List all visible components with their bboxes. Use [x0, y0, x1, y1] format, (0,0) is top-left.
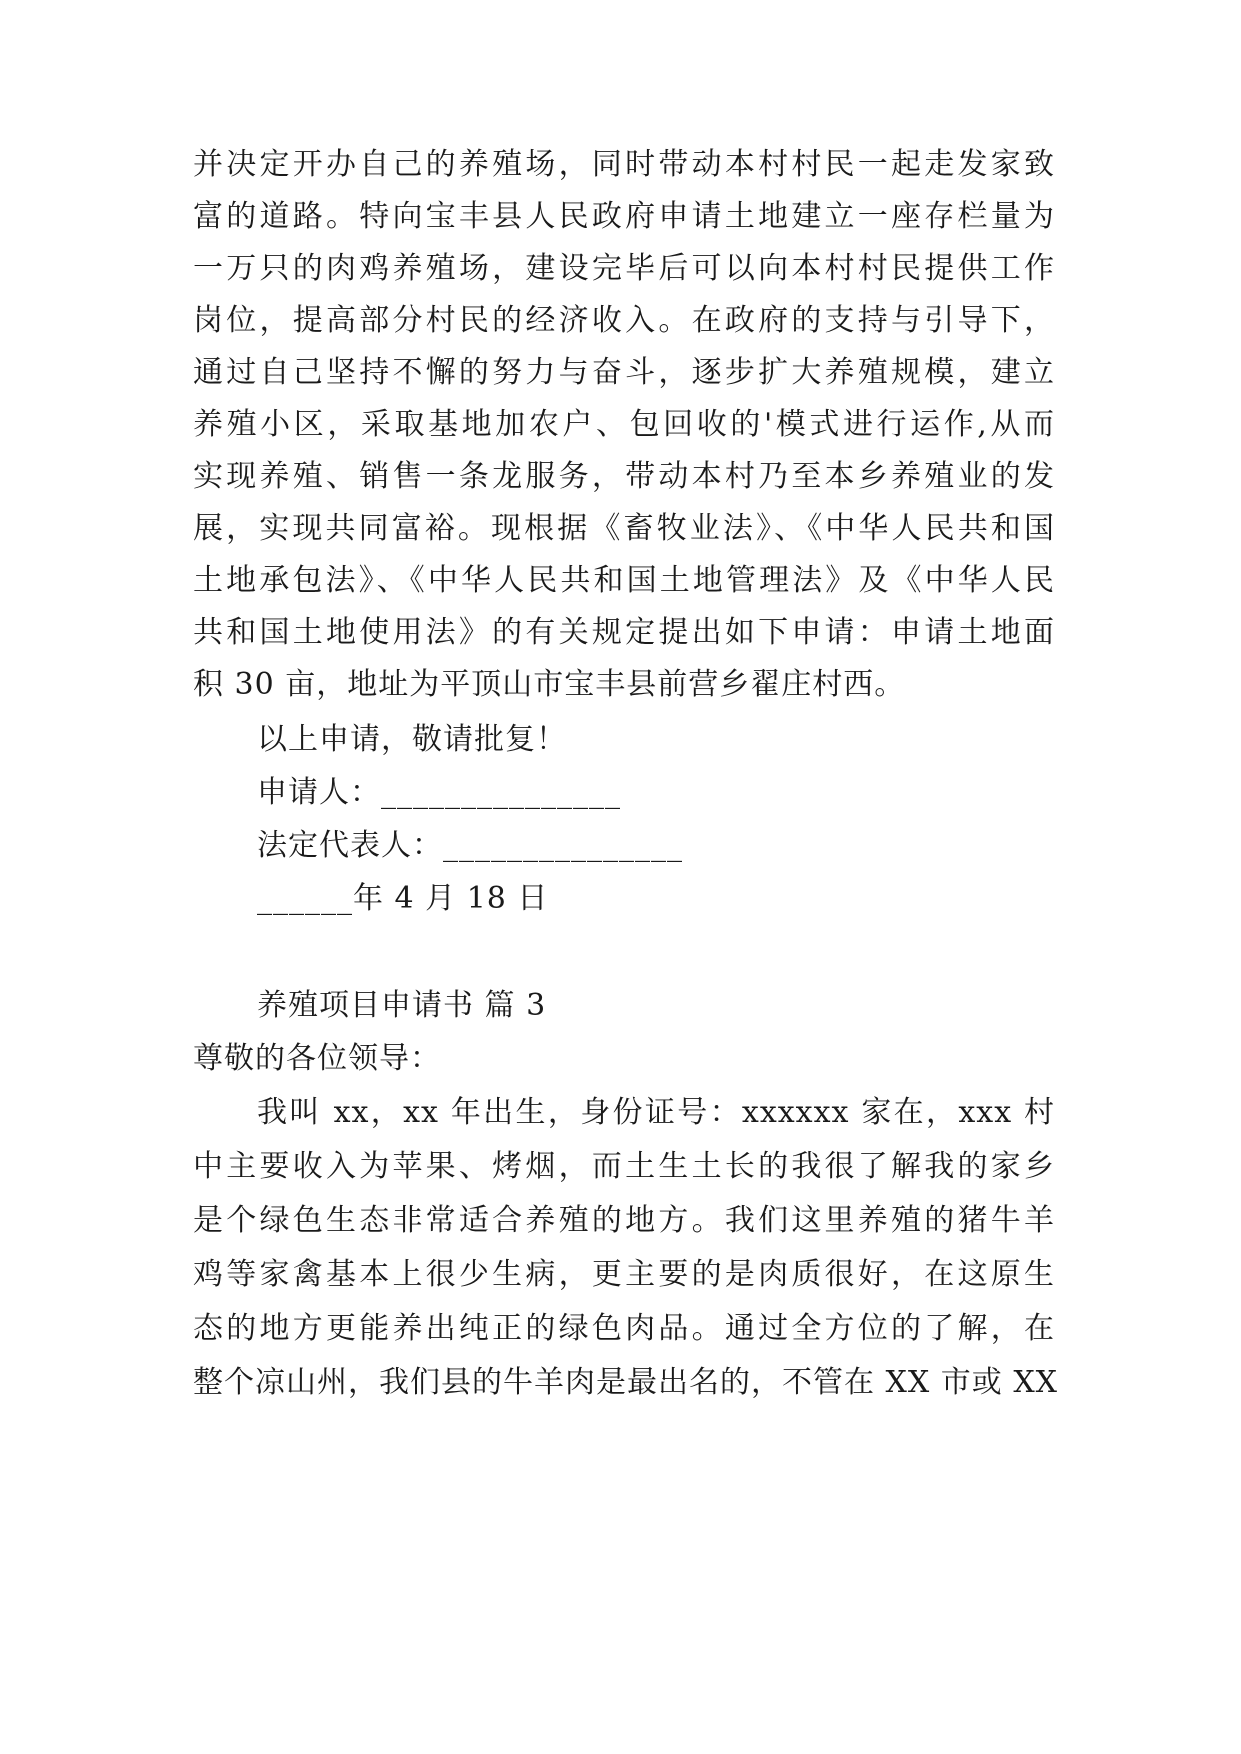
text-line: 鸡等家禽基本上很少生病，更主要的是肉质很好，在这原生	[193, 1257, 1055, 1292]
salutation: 尊敬的各位领导：	[193, 1041, 441, 1076]
text-line: 土地承包法》、《中华人民共和国土地管理法》及《中华人民	[193, 563, 1055, 598]
text-line: 岗位，提高部分村民的经济收入。在政府的支持与引导下，	[193, 303, 1055, 338]
text-line: 养殖小区，采取基地加农户、包回收的'模式进行运作,从而	[193, 407, 1055, 442]
text-line: 我叫 xx，xx 年出生，身份证号：xxxxxx 家在，xxx 村	[257, 1095, 1055, 1130]
text-line: 中主要收入为苹果、烤烟，而土生土长的我很了解我的家乡	[193, 1149, 1055, 1184]
text-line: 一万只的肉鸡养殖场，建设完毕后可以向本村村民提供工作	[193, 251, 1055, 286]
text-line: 积 30 亩，地址为平顶山市宝丰县前营乡翟庄村西。	[193, 667, 906, 702]
date-line: ______年 4 月 18 日	[257, 881, 549, 916]
closing-line: 以上申请，敬请批复！	[257, 722, 567, 757]
applicant-line: 申请人：_______________	[257, 775, 621, 810]
legal-representative-line: 法定代表人：_______________	[257, 828, 683, 863]
text-line: 实现养殖、销售一条龙服务，带动本村乃至本乡养殖业的发	[193, 459, 1055, 494]
text-line: 展，实现共同富裕。现根据《畜牧业法》、《中华人民共和国	[193, 511, 1055, 546]
section-title: 养殖项目申请书 篇 3	[257, 988, 547, 1023]
text-line: 富的道路。特向宝丰县人民政府申请土地建立一座存栏量为	[193, 199, 1055, 234]
text-line: 整个凉山州，我们县的牛羊肉是最出名的，不管在 XX 市或 XX	[193, 1365, 1059, 1400]
text-line: 通过自己坚持不懈的努力与奋斗，逐步扩大养殖规模，建立	[193, 355, 1055, 390]
text-line: 并决定开办自己的养殖场，同时带动本村村民一起走发家致	[193, 147, 1055, 182]
text-line: 共和国土地使用法》的有关规定提出如下申请：申请土地面	[193, 615, 1055, 650]
text-line: 态的地方更能养出纯正的绿色肉品。通过全方位的了解，在	[193, 1311, 1055, 1346]
text-line: 是个绿色生态非常适合养殖的地方。我们这里养殖的猪牛羊	[193, 1203, 1055, 1238]
